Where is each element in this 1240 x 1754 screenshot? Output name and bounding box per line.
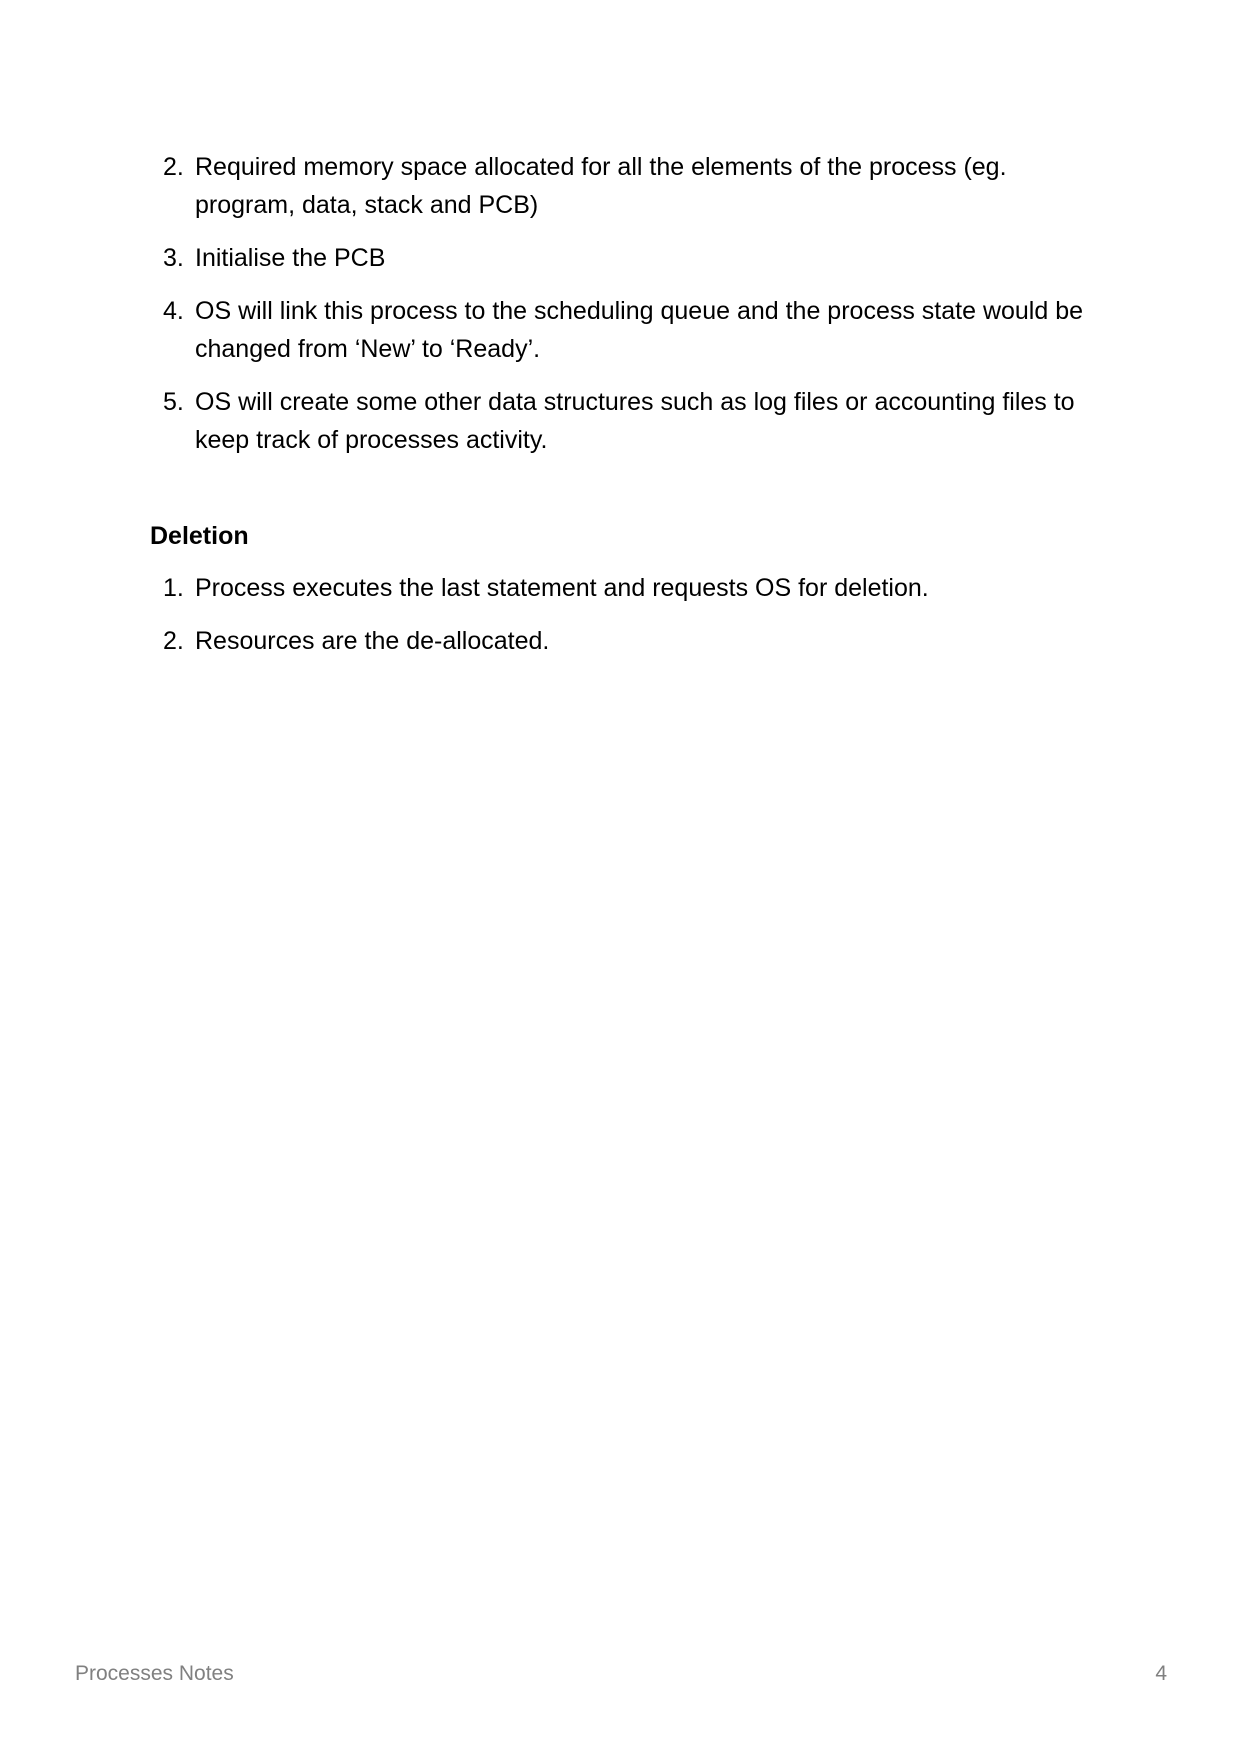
- list-item-text: Process executes the last statement and requests OS for deletion.: [195, 574, 929, 602]
- list-item-number: 4.: [163, 297, 184, 325]
- footer-page-number: 4: [1155, 1662, 1167, 1685]
- list-item-text: Initialise the PCB: [195, 244, 386, 272]
- deletion-heading: Deletion: [150, 522, 249, 550]
- list-item-text: Resources are the de-allocated.: [195, 627, 550, 655]
- list-item: [150, 569, 1110, 607]
- deletion-steps-list: [150, 569, 1110, 660]
- list-item: [150, 292, 1110, 368]
- list-item-number: 2.: [163, 627, 184, 655]
- list-item-number: 2.: [163, 153, 184, 181]
- list-item-number: 1.: [163, 574, 184, 602]
- list-item-number: 5.: [163, 388, 184, 416]
- list-item: [150, 622, 1110, 660]
- list-item-text: OS will create some other data structures such as log files or accounting files to keep track of processes activity.: [195, 388, 1075, 454]
- page-content: [150, 148, 1110, 675]
- list-item: [150, 148, 1110, 224]
- list-item-number: 3.: [163, 244, 184, 272]
- list-item-text: Required memory space allocated for all the elements of the process (eg. program, data, stack and PCB): [195, 153, 1007, 219]
- list-item: [150, 239, 1110, 277]
- list-item-text: OS will link this process to the scheduling queue and the process state would be changed from ‘New’ to ‘Ready’.: [195, 297, 1084, 363]
- creation-steps-list: [150, 148, 1110, 459]
- list-item: [150, 383, 1110, 459]
- footer-title: Processes Notes: [75, 1662, 234, 1685]
